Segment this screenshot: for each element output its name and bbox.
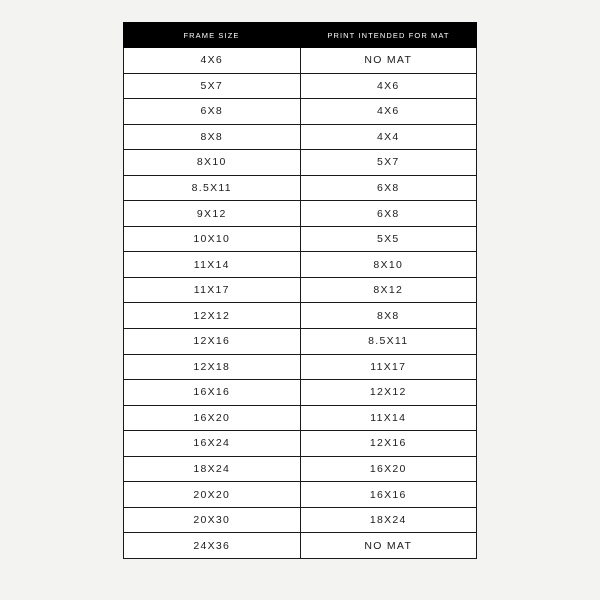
table-header <box>123 22 477 48</box>
table-row <box>124 176 476 202</box>
print-size-cell: 8.5X11 <box>368 335 409 348</box>
frame-size-cell: 12X12 <box>124 303 301 328</box>
print-size-cell: 4X6 <box>376 79 400 92</box>
table-row <box>124 355 476 381</box>
print-size-cell: NO MAT <box>364 539 413 552</box>
frame-size-cell: 16X20 <box>124 406 301 431</box>
frame-size-cell: 18X24 <box>124 457 301 482</box>
table-row <box>124 533 476 559</box>
frame-size-cell: 4X6 <box>124 48 301 73</box>
table-row <box>124 482 476 508</box>
table-row <box>124 201 476 227</box>
print-size-cell: NO MAT <box>364 54 413 67</box>
frame-size-cell: 20X20 <box>124 482 301 507</box>
print-size-cell: 6X8 <box>376 207 400 220</box>
table-row <box>124 48 476 74</box>
frame-size-cell: 6X8 <box>124 99 301 124</box>
table-body <box>123 48 477 559</box>
table-row <box>124 227 476 253</box>
print-size-cell: 8X8 <box>376 309 400 322</box>
print-size-cell: 6X8 <box>376 182 400 194</box>
table-row <box>124 406 476 432</box>
print-size-cell: 12X16 <box>369 437 407 450</box>
table-row <box>124 150 476 176</box>
frame-size-cell: 11X17 <box>124 278 301 303</box>
print-size-cell: 4X4 <box>376 130 400 143</box>
frame-size-cell: 8.5X11 <box>124 176 301 201</box>
header-print-intended-for-mat: PRINT INTENDED FOR MAT <box>327 30 450 40</box>
frame-size-cell: 20X30 <box>124 508 301 533</box>
table-row <box>124 74 476 100</box>
frame-size-cell: 10X10 <box>124 227 301 252</box>
print-size-cell: 12X12 <box>369 386 407 399</box>
table-row <box>124 303 476 329</box>
frame-size-cell: 5X7 <box>124 74 301 99</box>
frame-size-cell: 12X18 <box>124 355 301 380</box>
print-size-cell: 4X6 <box>376 105 400 118</box>
frame-size-cell: 24X36 <box>124 533 301 558</box>
frame-size-cell: 16X24 <box>124 431 301 456</box>
table-row <box>124 380 476 406</box>
print-size-cell: 5X5 <box>376 233 400 246</box>
frame-size-cell: 11X14 <box>124 252 301 277</box>
print-size-cell: 8X10 <box>373 258 404 271</box>
print-size-cell: 11X17 <box>370 360 407 373</box>
table-row <box>124 431 476 457</box>
table-row <box>124 457 476 483</box>
table-row <box>124 125 476 151</box>
header-frame-size: FRAME SIZE <box>183 30 240 40</box>
print-size-cell: 16X20 <box>369 463 407 476</box>
mat-size-chart <box>123 22 477 559</box>
frame-size-cell: 12X16 <box>124 329 301 354</box>
print-size-cell: 5X7 <box>376 156 400 169</box>
table-row <box>124 278 476 304</box>
frame-size-cell: 8X10 <box>124 150 301 175</box>
frame-size-cell: 16X16 <box>124 380 301 405</box>
frame-size-cell: 9X12 <box>124 201 301 226</box>
print-size-cell: 16X16 <box>369 488 407 501</box>
print-size-cell: 18X24 <box>369 514 407 527</box>
print-size-cell: 11X14 <box>370 411 407 424</box>
table-row <box>124 508 476 534</box>
frame-size-cell: 8X8 <box>124 125 301 150</box>
table-row <box>124 252 476 278</box>
print-size-cell: 8X12 <box>373 284 404 297</box>
table-row <box>124 99 476 125</box>
table-row <box>124 329 476 355</box>
